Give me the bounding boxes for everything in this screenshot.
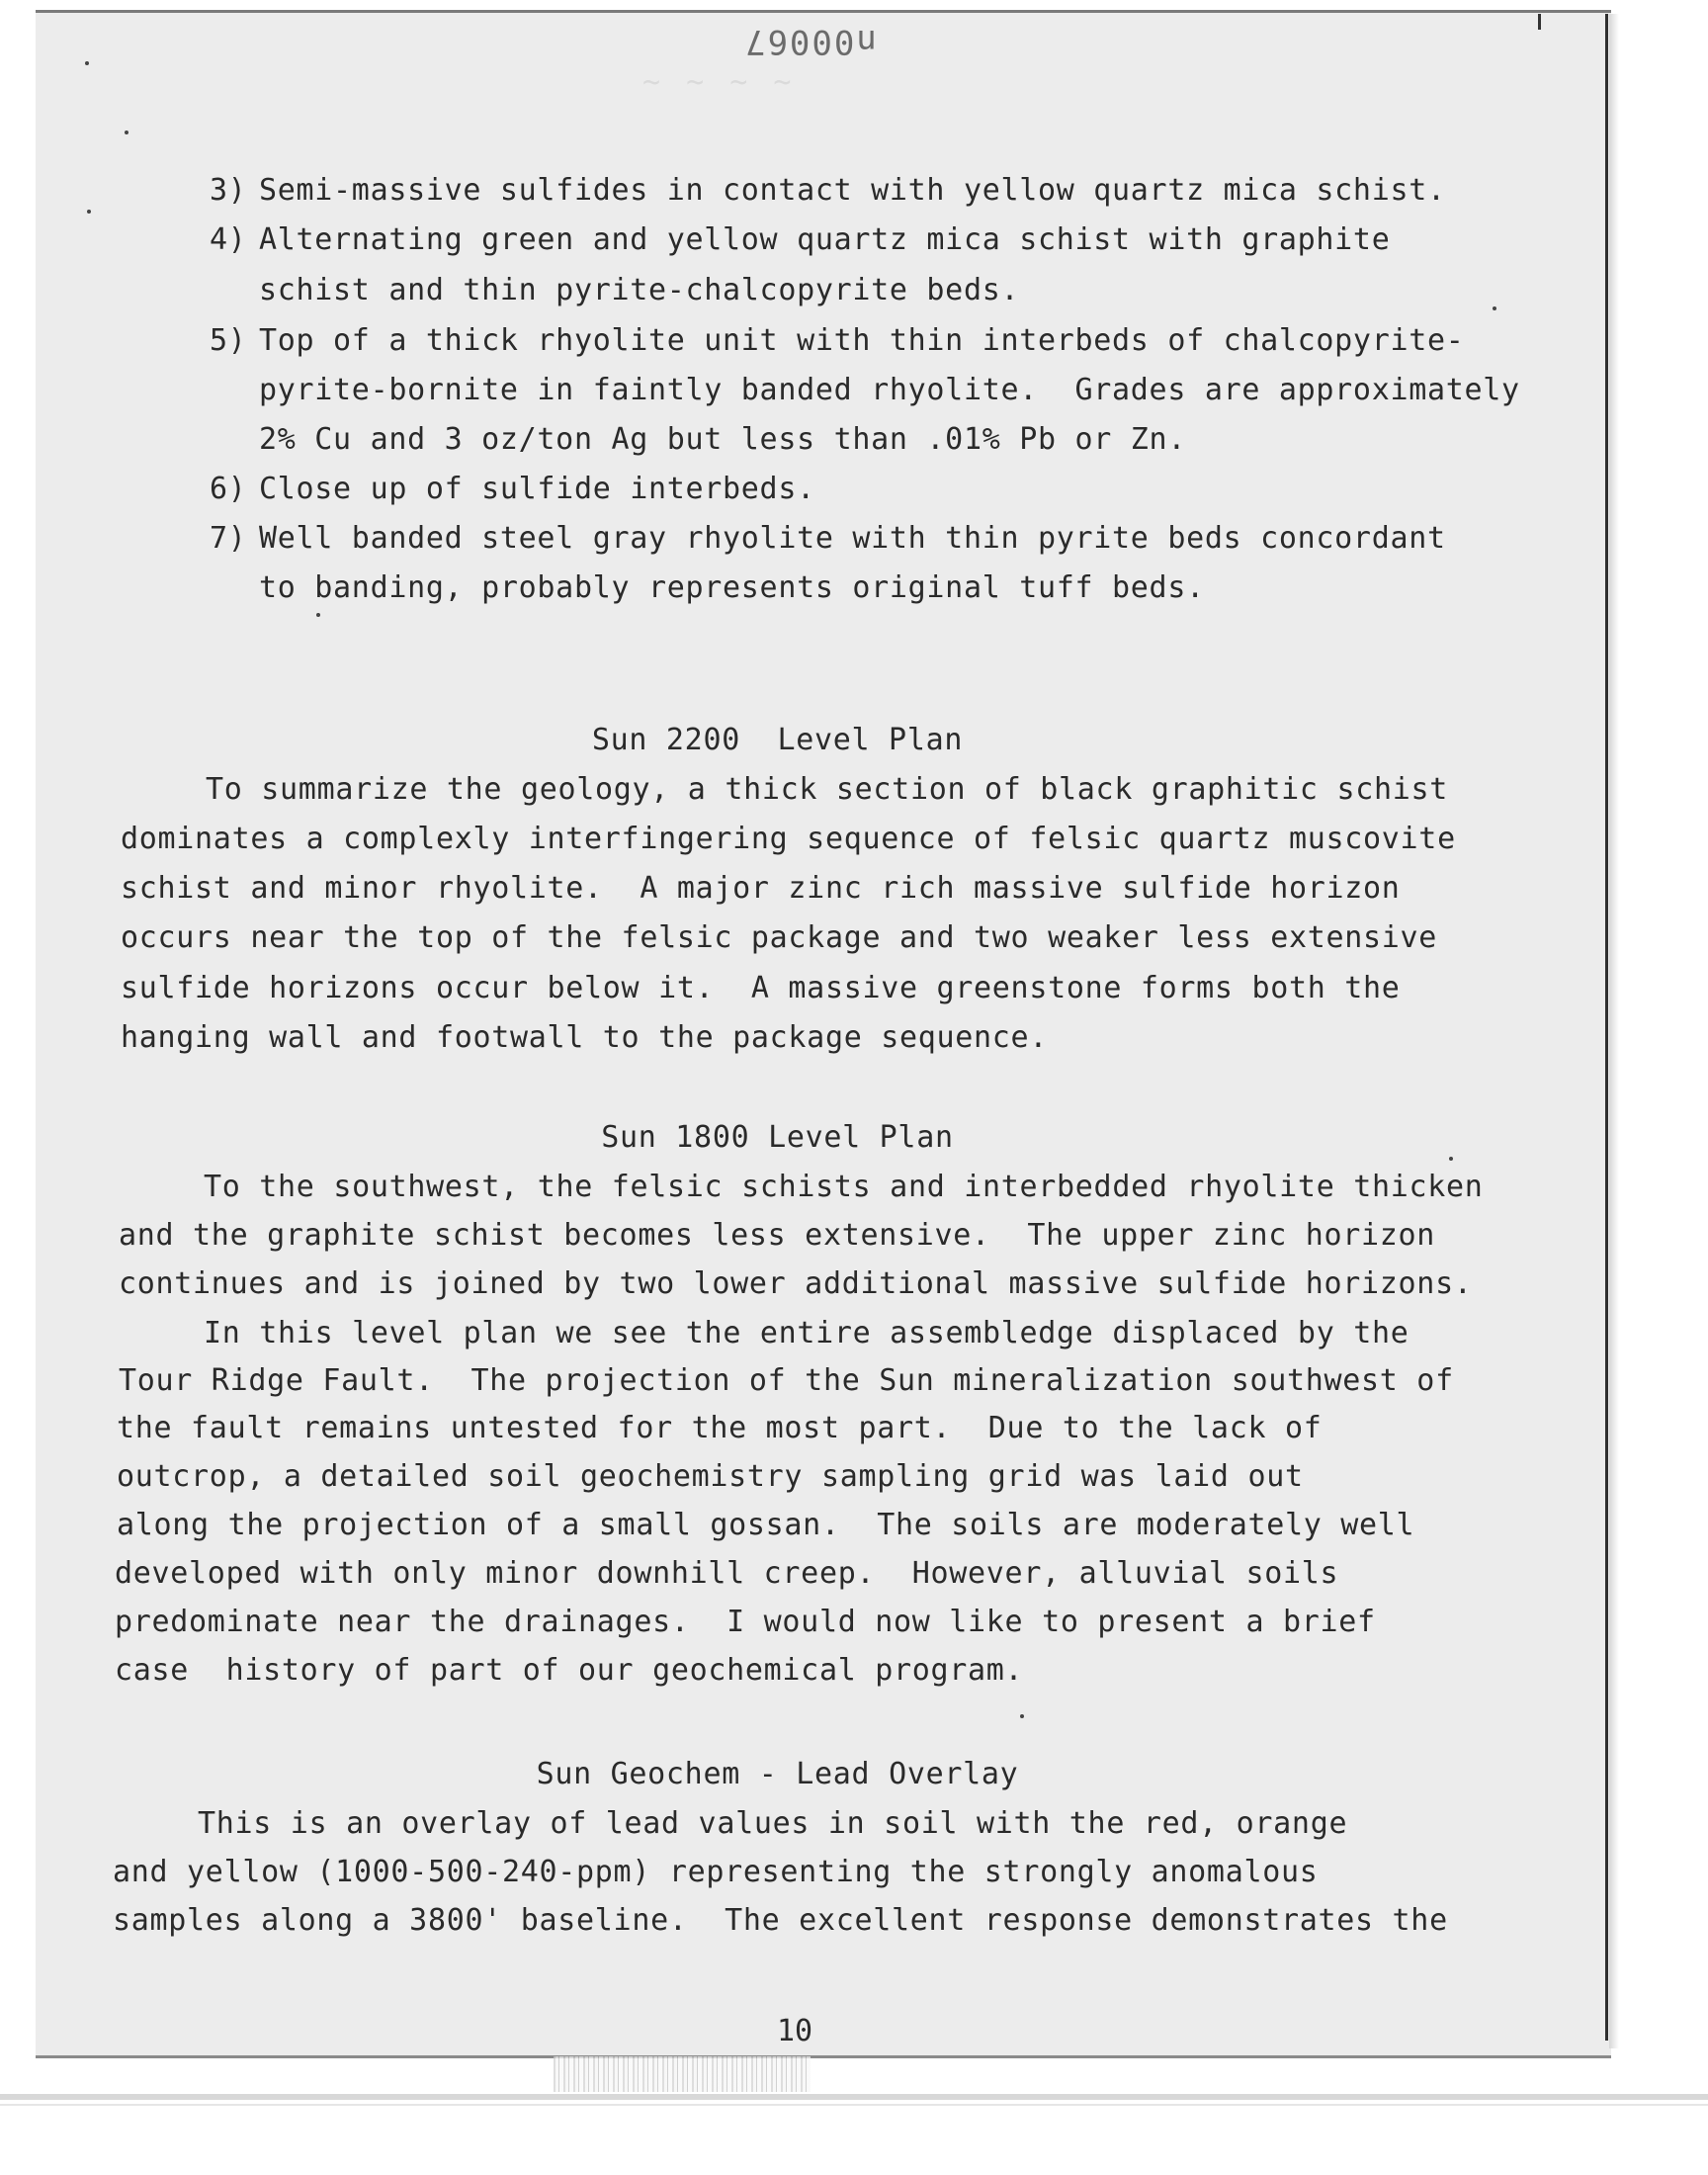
section-heading: Sun Geochem - Lead Overlay	[536, 1757, 1019, 1791]
paragraph-line: and yellow (1000-500-240-ppm) representing the strongly anomalous	[113, 1855, 1319, 1889]
paragraph-line: To summarize the geology, a thick section of black graphitic schist	[206, 772, 1449, 807]
scan-mark	[1538, 14, 1541, 30]
list-item-number: 4)	[210, 222, 247, 257]
paragraph-line: outcrop, a detailed soil geochemistry sampling grid was laid out	[117, 1459, 1304, 1494]
paragraph-line: sulfide horizons occur below it. A massive greenstone forms both the	[121, 971, 1401, 1005]
list-item-text: 2% Cu and 3 oz/ton Ag but less than .01% Pb or Zn.	[259, 422, 1187, 457]
list-item-number: 3)	[210, 173, 247, 208]
paragraph-line: hanging wall and footwall to the package sequence.	[121, 1020, 1049, 1055]
list-item-text: Semi-massive sulfides in contact with yellow quartz mica schist.	[259, 173, 1446, 208]
page-edge-shadow	[1609, 14, 1619, 2048]
page-right-edge	[1605, 14, 1608, 2041]
list-item-text: Top of a thick rhyolite unit with thin interbeds of chalcopyrite-	[259, 323, 1465, 358]
list-item-number: 5)	[210, 323, 247, 358]
list-item-number: 6)	[210, 472, 247, 506]
paragraph-line: and the graphite schist becomes less extensive. The upper zinc horizon	[119, 1218, 1436, 1253]
paragraph-line: developed with only minor downhill creep. However, alluvial soils	[115, 1556, 1339, 1591]
list-item-text: pyrite-bornite in faintly banded rhyolite. Grades are approximately	[259, 373, 1520, 407]
list-item-text: to banding, probably represents original tuff beds.	[259, 570, 1205, 605]
scanner-artifact	[554, 2056, 811, 2092]
paragraph-line: occurs near the top of the felsic package and two weaker less extensive	[121, 920, 1438, 955]
page-number: 10	[776, 2014, 813, 2048]
paragraph-line: schist and minor rhyolite. A major zinc rich massive sulfide horizon	[121, 871, 1401, 906]
list-item-text: Well banded steel gray rhyolite with thin pyrite beds concordant	[259, 521, 1446, 556]
scan-speck	[85, 61, 89, 65]
scan-speck	[1493, 306, 1496, 310]
scan-speck	[316, 613, 320, 617]
paragraph-line: Tour Ridge Fault. The projection of the Sun mineralization southwest of	[119, 1363, 1454, 1398]
list-item-text: schist and thin pyrite-chalcopyrite beds.	[259, 273, 1020, 307]
paragraph-line: To the southwest, the felsic schists and interbedded rhyolite thicken	[204, 1170, 1484, 1204]
paragraph-line: along the projection of a small gossan. The soils are moderately well	[117, 1508, 1415, 1542]
paragraph-line: continues and is joined by two lower additional massive sulfide horizons.	[119, 1266, 1473, 1301]
list-item-number: 7)	[210, 521, 247, 556]
scan-speck	[1449, 1157, 1453, 1161]
scanner-strip	[0, 2094, 1708, 2100]
list-item-text: Close up of sulfide interbeds.	[259, 472, 815, 506]
scan-speck	[87, 210, 91, 214]
paragraph-line: samples along a 3800' baseline. The excellent response demonstrates the	[113, 1903, 1448, 1938]
paragraph-line: predominate near the drainages. I would now like to present a brief	[115, 1605, 1376, 1639]
paragraph-line: the fault remains untested for the most part. Due to the lack of	[117, 1411, 1323, 1445]
paragraph-line: dominates a complexly interfingering sequence of felsic quartz muscovite	[121, 822, 1456, 856]
scanner-strip-lower	[0, 2104, 1708, 2106]
section-heading: Sun 2200 Level Plan	[591, 723, 964, 757]
paragraph-line: This is an overlay of lead values in soil with the red, orange	[198, 1806, 1348, 1841]
document-stamp: n00067	[743, 22, 877, 61]
paragraph-line: case history of part of our geochemical program.	[115, 1653, 1024, 1688]
bleed-through-mark: ~ ~ ~ ~	[642, 65, 796, 100]
list-item-text: Alternating green and yellow quartz mica schist with graphite	[259, 222, 1391, 257]
scan-speck	[1020, 1714, 1024, 1718]
paragraph-line: In this level plan we see the entire assembledge displaced by the	[204, 1316, 1409, 1350]
section-heading: Sun 1800 Level Plan	[601, 1120, 954, 1155]
scan-speck	[125, 130, 128, 134]
